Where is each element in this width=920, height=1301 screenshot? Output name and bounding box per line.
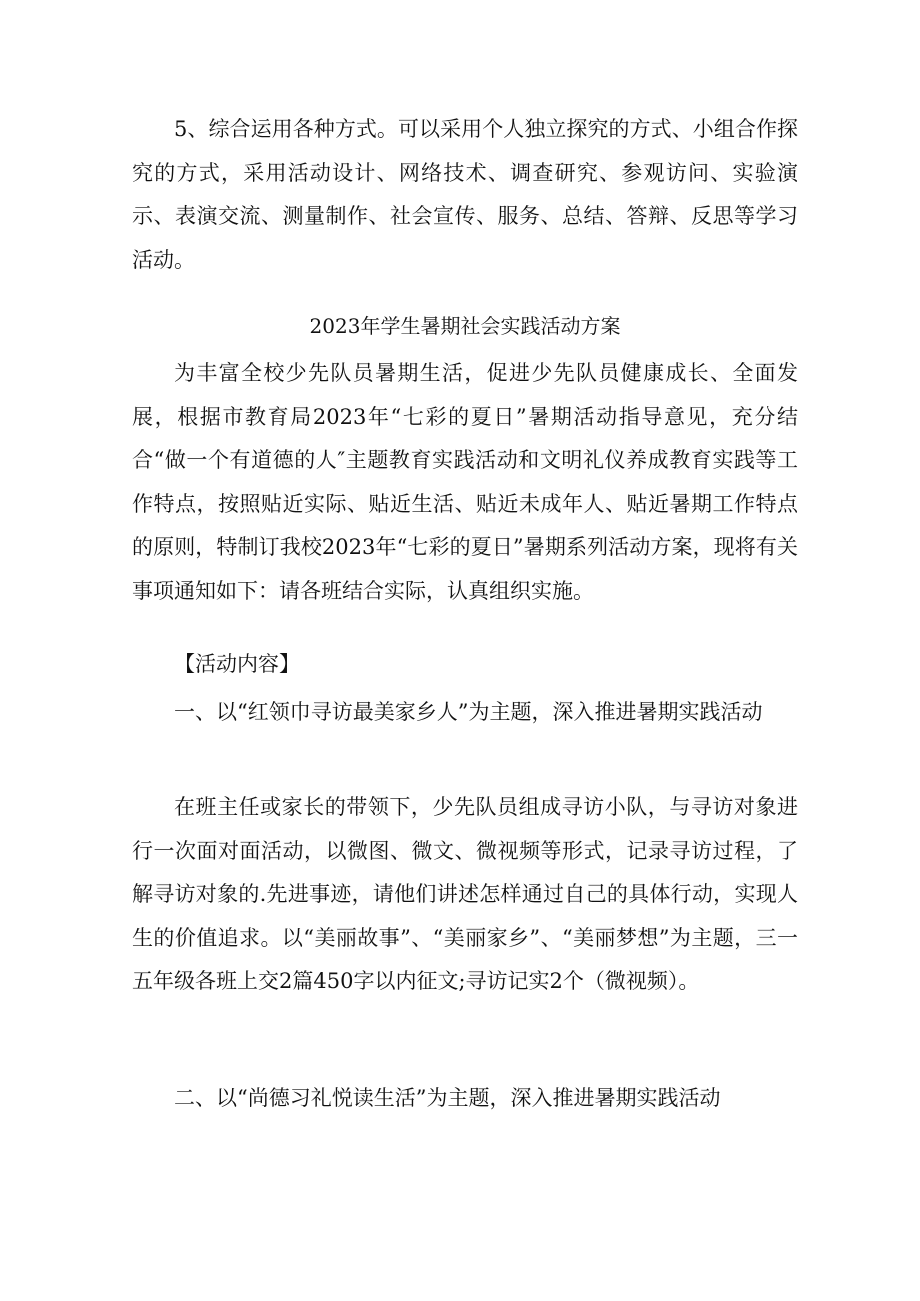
section-heading-one: 一、以“红领巾寻访最美家乡人”为主题，深入推进暑期实践活动 [174, 700, 763, 724]
paragraph-section-one-body: 在班主任或家长的带领下，少先队员组成寻访小队，与寻访对象进行一次面对面活动，以微图、微文、微视频等形式，记录寻访过程，了解寻访对象的.先进事迹，请他们讲述怎样通过自己的具体行动，实现人生的价值追求。以“美丽故事”、“美丽家乡”、“美丽梦想”为主题，三一五年级各班上交2篇450字以内征文;寻访记实2个（微视频）。 [132, 795, 798, 993]
section-heading-two: 二、以“尚德习礼悦读生活”为主题，深入推进暑期实践活动 [174, 1086, 721, 1110]
paragraph-method-5: 5、综合运用各种方式。可以采用个人独立探究的方式、小组合作探究的方式，采用活动设计、网络技术、调查研究、参观访问、实验演示、表演交流、测量制作、社会宣传、服务、总结、答辩、反思等学习活动。 [132, 117, 798, 272]
paragraph-intro: 为丰富全校少先队员暑期生活，促进少先队员健康成长、全面发展，根据市教育局2023年“七彩的夏日”暑期活动指导意见，充分结合“做一个有道德的人″主题教育实践活动和文明礼仪养成教育实践等工作特点，按照贴近实际、贴近生活、贴近未成年人、贴近暑期工作特点的原则，特制订我校2023年“七彩的夏日”暑期系列活动方案，现将有关事项通知如下：请各班结合实际，认真组织实施。 [132, 361, 798, 603]
section-heading-activity-content: 【活动内容】 [174, 652, 300, 676]
document-title: 2023年学生暑期社会实践活动方案 [309, 314, 621, 338]
